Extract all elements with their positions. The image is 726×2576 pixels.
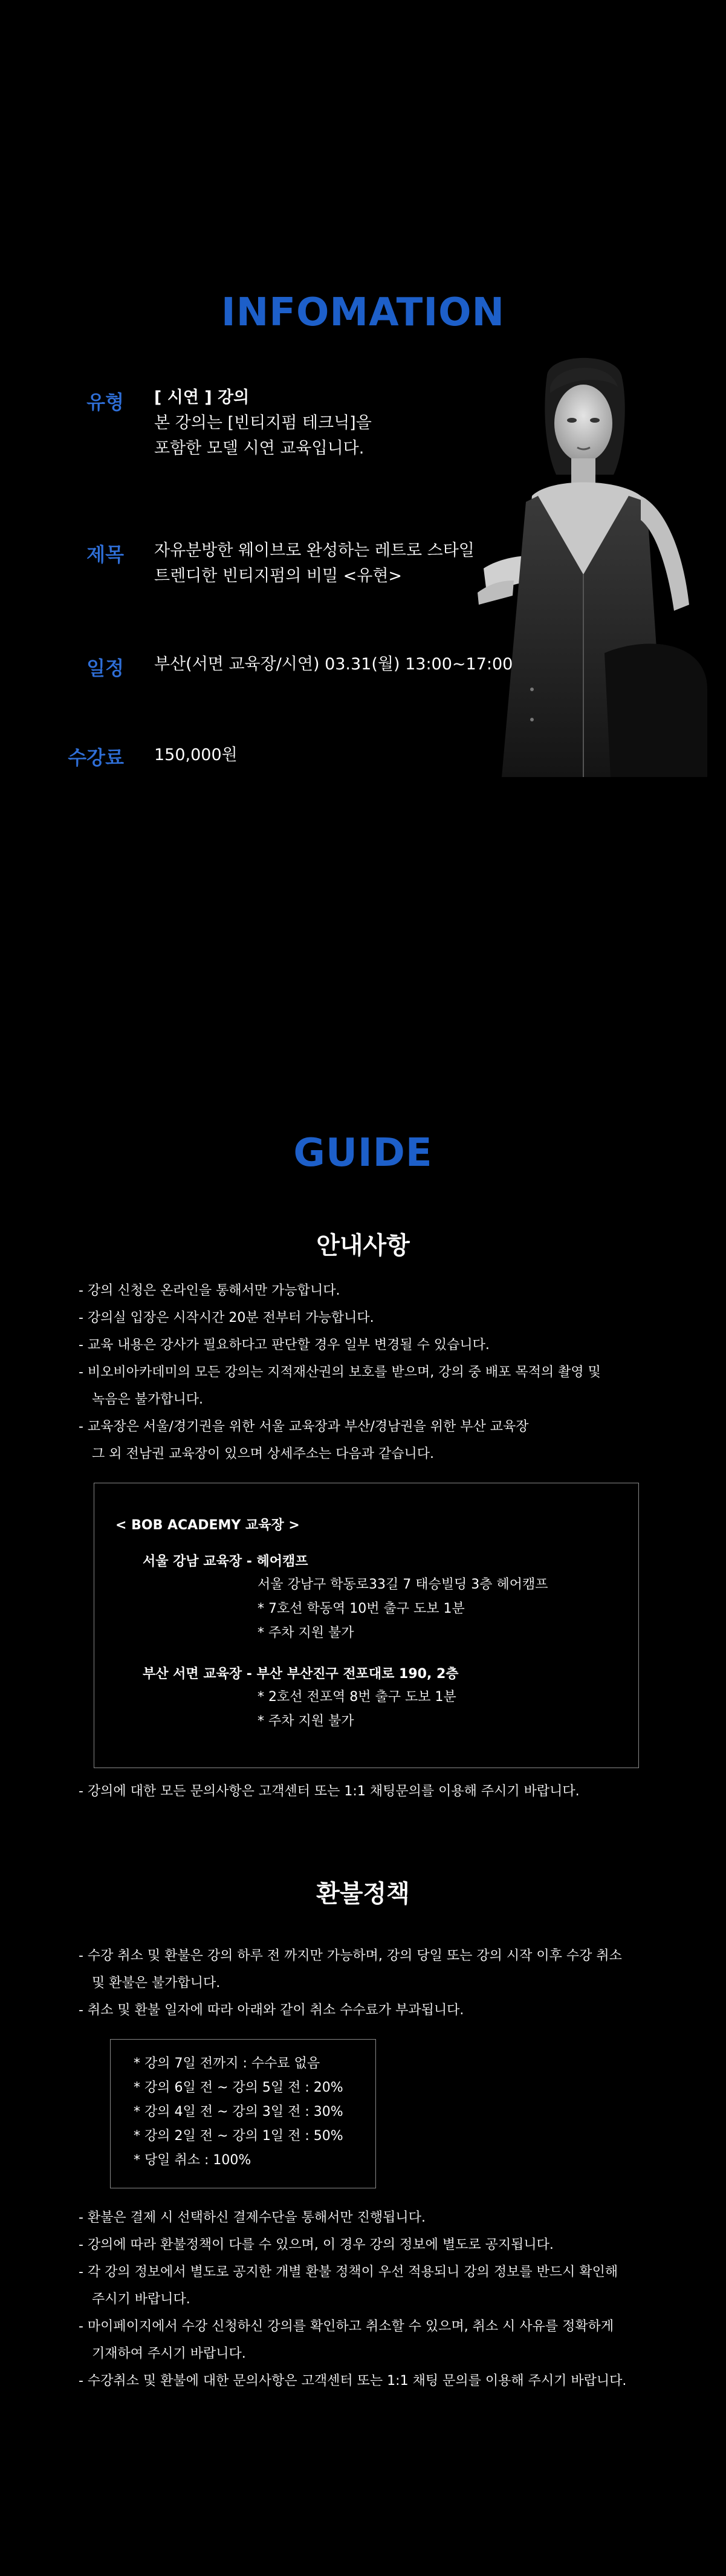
refund-item: - 수강 취소 및 환불은 강의 하루 전 까지만 가능하며, 강의 당일 또는 강의 시작 이후 수강 취소 및 환불은 불가합니다. <box>79 1948 622 1991</box>
title-line-1: 자유분방한 웨이브로 완성하는 레트로 스타일 <box>154 541 475 560</box>
academy-box <box>94 1483 639 1768</box>
info-value-fee <box>154 743 238 768</box>
info-value-title <box>154 538 475 589</box>
notice-title: 안내사항 <box>316 1232 410 1260</box>
type-line-1: [ 시연 ] 강의 <box>154 388 250 407</box>
fee-line: 150,000원 <box>154 746 238 764</box>
info-label-schedule: 일정 <box>86 657 124 680</box>
notice-item: - 교육 내용은 강사가 필요하다고 판단할 경우 일부 변경될 수 있습니다. <box>79 1338 490 1353</box>
notice-item: - 강의실 입장은 시작시간 20분 전부터 가능합니다. <box>79 1310 374 1325</box>
notice-item: - 교육장은 서울/경기권을 위한 서울 교육장과 부산/경남권을 위한 부산 교육장 그 외 전남권 교육장이 있으며 상세주소는 다음과 같습니다. <box>79 1419 529 1462</box>
info-label-type: 유형 <box>86 391 124 414</box>
refund-title: 환불정책 <box>316 1880 410 1908</box>
fee-row: * 강의 7일 전까지 : 수수료 없음 <box>134 2056 320 2071</box>
busan-details <box>258 1685 456 1734</box>
info-label-fee: 수강료 <box>68 746 124 769</box>
fee-table <box>134 2052 343 2173</box>
refund-item: - 강의에 따라 환불정책이 다를 수 있으며, 이 경우 강의 정보에 별도로 공지됩니다. <box>79 2237 554 2252</box>
notice-item: - 강의 신청은 온라인을 통해서만 가능합니다. <box>79 1283 340 1298</box>
info-title: INFOMATION <box>221 290 505 335</box>
notice-list <box>79 1277 659 1468</box>
info-value-type <box>154 385 372 461</box>
busan-name: 부산 서면 교육장 - 부산 부산진구 전포대로 190, 2층 <box>143 1667 459 1682</box>
busan-parking: * 주차 지원 불가 <box>258 1714 354 1729</box>
seoul-name: 서울 강남 교육장 - 헤어캠프 <box>143 1554 308 1569</box>
academy-heading: < BOB ACADEMY 교육장 > <box>115 1518 300 1533</box>
notice-item: - 비오비아카데미의 모든 강의는 지적재산권의 보호를 받으며, 강의 중 배포 목적의 촬영 및 녹음은 불가합니다. <box>79 1365 601 1407</box>
type-line-2: 본 강의는 [빈티지펌 테크닉]을 <box>154 414 372 432</box>
instructor-photo <box>465 351 707 777</box>
refund-list-bottom <box>79 2204 659 2395</box>
seoul-details <box>258 1573 548 1645</box>
guide-title: GUIDE <box>293 1131 433 1176</box>
schedule-line: 부산(서면 교육장/시연) 03.31(월) 13:00~17:00 <box>154 655 513 674</box>
refund-item: - 수강취소 및 환불에 대한 문의사항은 고객센터 또는 1:1 채팅 문의를 이용해 주시기 바랍니다. <box>79 2373 627 2389</box>
refund-item: - 마이페이지에서 수강 신청하신 강의를 확인하고 취소할 수 있으며, 취소 시 사유를 정확하게 기재하여 주시기 바랍니다. <box>79 2319 614 2361</box>
seoul-transit: * 7호선 학동역 10번 출구 도보 1분 <box>258 1601 465 1616</box>
info-label-title: 제목 <box>86 543 124 566</box>
refund-list-top <box>79 1942 659 2024</box>
seoul-parking: * 주차 지원 불가 <box>258 1625 354 1641</box>
fee-table-box <box>110 2039 376 2188</box>
seoul-address: 서울 강남구 학동로33길 7 태승빌딩 3층 헤어캠프 <box>258 1577 548 1592</box>
fee-row: * 당일 취소 : 100% <box>134 2153 251 2168</box>
busan-transit: * 2호선 전포역 8번 출구 도보 1분 <box>258 1690 456 1705</box>
refund-item: - 환불은 결제 시 선택하신 결제수단을 통해서만 진행됩니다. <box>79 2210 426 2225</box>
fee-row: * 강의 2일 전 ~ 강의 1일 전 : 50% <box>134 2129 343 2144</box>
refund-item: - 취소 및 환불 일자에 따라 아래와 같이 취소 수수료가 부과됩니다. <box>79 2003 464 2018</box>
fee-row: * 강의 6일 전 ~ 강의 5일 전 : 20% <box>134 2080 343 2095</box>
refund-item: - 각 강의 정보에서 별도로 공지한 개별 환불 정책이 우선 적용되니 강의 정보를 반드시 확인해 주시기 바랍니다. <box>79 2265 618 2307</box>
info-value-schedule <box>154 652 513 677</box>
fee-row: * 강의 4일 전 ~ 강의 3일 전 : 30% <box>134 2104 343 2119</box>
contact-note: - 강의에 대한 모든 문의사항은 고객센터 또는 1:1 채팅문의를 이용해 주시기 바랍니다. <box>79 1784 580 1799</box>
type-line-3: 포함한 모델 시연 교육입니다. <box>154 439 365 458</box>
title-line-2: 트렌디한 빈티지펌의 비밀 <유현> <box>154 567 403 585</box>
